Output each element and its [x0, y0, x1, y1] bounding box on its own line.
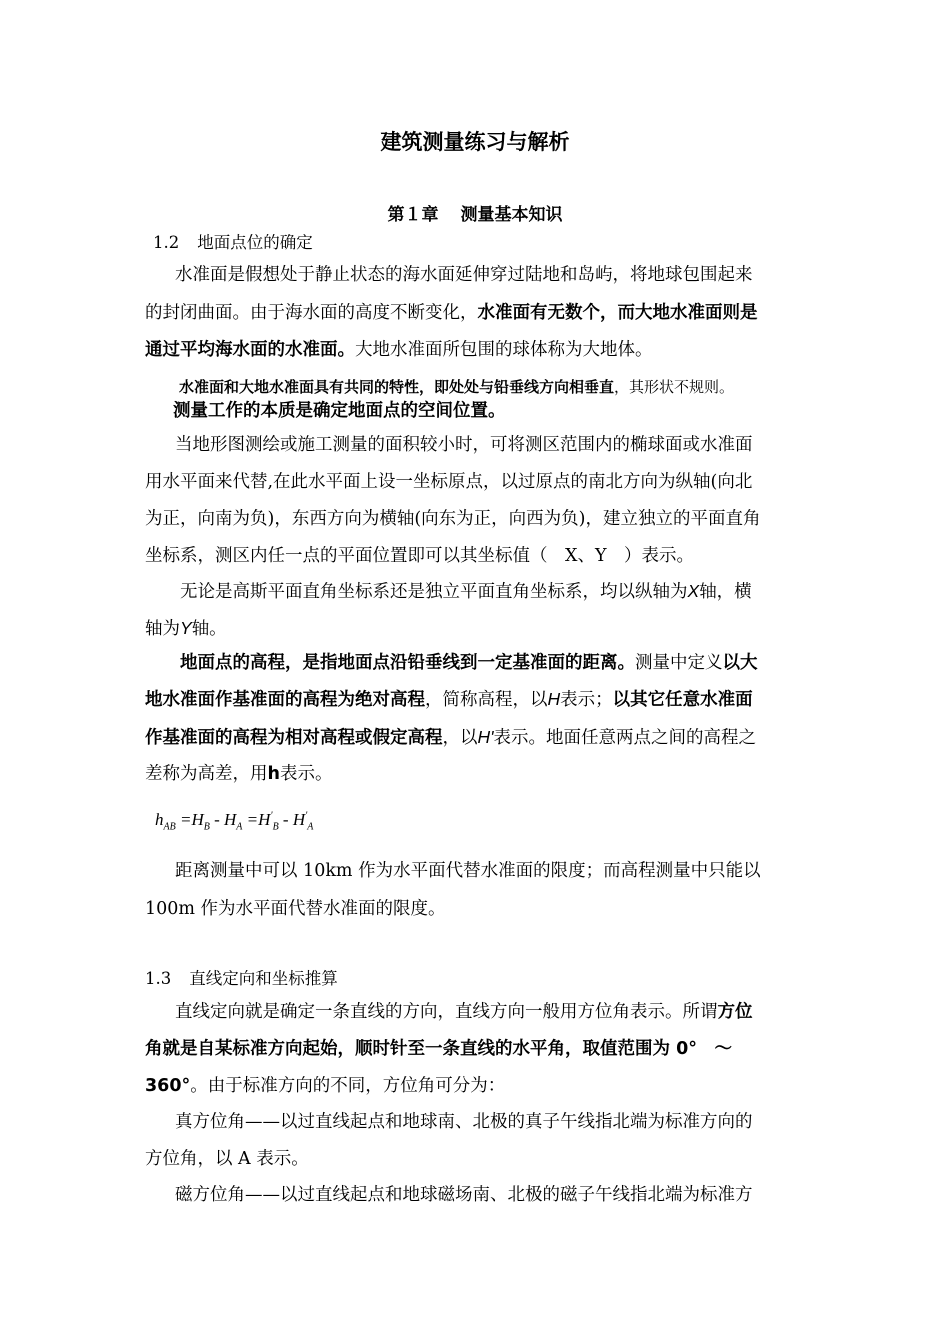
formula-operator: = [246, 810, 259, 829]
text-span: 差称为高差，用 [145, 764, 268, 784]
text-span: 轴。 [191, 619, 227, 639]
section-number: 1.3 [145, 969, 172, 988]
paragraph-line [145, 617, 825, 640]
bold-text: 地面点的高程，是指地面点沿铅垂线到一定基准面的距离。 [180, 653, 635, 673]
formula-subscript: B [203, 821, 210, 833]
formula-operator: - [282, 810, 289, 829]
paragraph-line [145, 1001, 855, 1023]
formula-term: H [224, 810, 237, 829]
formula-operator: - [214, 810, 220, 829]
axis-symbol-x: X [687, 581, 700, 601]
document-title: 建筑测量练习与解析 [380, 130, 570, 154]
text-span: ，简称高程，以 [425, 690, 548, 710]
formula-term: h [155, 810, 164, 829]
section-heading-1-3 [145, 968, 825, 990]
paragraph-line: 磁方位角——以过直线起点和地球磁场南、北极的磁子午线指北端为标准方 [175, 1185, 753, 1205]
text-span: 无论是高斯平面直角坐标系还是独立平面直角坐标系，均以纵轴为 [180, 582, 688, 602]
chapter-number: 第１章 [387, 205, 439, 225]
paragraph-line: 100m 作为水平面代替水准面的限度。 [145, 899, 446, 919]
text-span: 的封闭曲面。由于海水面的高度不断变化， [145, 303, 478, 323]
paragraph-line: 距离测量中可以 10km 作为水平面代替水准面的限度；而高程测量中只能以 [175, 861, 761, 881]
bold-text: 方位 [717, 1002, 753, 1022]
text-span: ，以 [442, 728, 478, 748]
paragraph-line [145, 652, 860, 674]
formula-term: H [191, 810, 204, 829]
text-span: 直线定向就是确定一条直线的方向，直线方向一般用方位角表示。所谓 [175, 1002, 718, 1022]
text-span: 轴为 [145, 619, 180, 639]
bold-text: 地水准面作基准面的高程为绝对高程 [145, 690, 425, 710]
paragraph-line [179, 376, 859, 398]
formula-term: H [258, 810, 271, 829]
formula-prime: ' [270, 810, 273, 822]
paragraph-line [145, 763, 825, 785]
text-span: 表示。地面任意两点之间的高程之 [493, 728, 756, 748]
paragraph-line: 为正，向南为负)，东西方向为横轴(向东为正，向西为负)，建立独立的平面直角 [145, 509, 761, 529]
chapter-heading [0, 200, 950, 225]
bold-text: 360° [145, 1076, 191, 1096]
symbol-h-prime: H' [477, 727, 494, 747]
text-span: 表示。 [279, 764, 333, 784]
bold-text: 以大 [722, 653, 758, 673]
text-span: 表示； [560, 690, 613, 710]
axis-symbol-y: Y [180, 618, 192, 638]
paragraph-line [145, 726, 825, 749]
text-span: 。由于标准方向的不同，方位角可分为： [190, 1076, 506, 1096]
paragraph-line: 水准面是假想处于静止状态的海水面延伸穿过陆地和岛屿，将地球包围起来 [175, 265, 753, 285]
bold-text: 测量工作的本质是确定地面点的空间位置。 [173, 401, 506, 421]
section-heading-1-2 [153, 232, 833, 254]
paragraph-line [173, 400, 853, 422]
paragraph-line [145, 580, 860, 603]
paragraph-line [145, 302, 825, 324]
section-number: 1.2 [153, 233, 180, 252]
text-span: ，其形状不规则。 [614, 378, 735, 396]
symbol-h-upper: H [547, 689, 561, 709]
paragraph-line: 方位角，以 A 表示。 [145, 1149, 309, 1169]
paragraph-line: 坐标系，测区内任一点的平面位置即可以其坐标值（ X、Y ）表示。 [145, 546, 695, 566]
paragraph-line [145, 1038, 825, 1060]
formula-subscript: B [272, 821, 279, 833]
bold-text: 水准面和大地水准面具有共同的特性，即处处与铅垂线方向相垂直 [179, 378, 615, 396]
bold-text: 作基准面的高程为相对高程或假定高程 [145, 728, 443, 748]
formula-subscript: AB [163, 821, 176, 833]
text-span: 测量中定义 [635, 653, 723, 673]
formula-prime: ' [305, 810, 308, 822]
paragraph-line: 用水平面来代替,在此水平面上设一坐标原点，以过原点的南北方向为纵轴(向北 [145, 472, 753, 492]
formula-subscript: A [236, 821, 243, 833]
chapter-name: 测量基本知识 [460, 205, 563, 225]
section-name: 直线定向和坐标推算 [189, 969, 338, 988]
paragraph-line [145, 339, 825, 361]
text-span: 大地水准面所包围的球体称为大地体。 [355, 340, 653, 360]
paragraph-line: 真方位角——以过直线起点和地球南、北极的真子午线指北端为标准方向的 [175, 1112, 753, 1132]
bold-text: 角就是自某标准方向起始，顺时针至一条直线的水平角，取值范围为 0° ～ [145, 1039, 733, 1059]
paragraph-line [145, 1075, 825, 1097]
paragraph-line [145, 688, 825, 711]
bold-text: 通过平均海水面的水准面。 [145, 340, 355, 360]
bold-text: 水准面有无数个，而大地水准面则是 [477, 303, 758, 323]
paragraph-line: 当地形图测绘或施工测量的面积较小时，可将测区范围内的椭球面或水准面 [175, 435, 753, 455]
bold-text: 以其它任意水准面 [612, 690, 753, 710]
symbol-h-lower: h [267, 764, 280, 784]
formula-operator: = [179, 810, 192, 829]
height-difference-formula [155, 810, 313, 832]
formula-subscript: A [307, 821, 314, 833]
section-name: 地面点位的确定 [197, 233, 313, 252]
formula-term: H [292, 810, 306, 829]
text-span: 轴，横 [699, 582, 752, 602]
